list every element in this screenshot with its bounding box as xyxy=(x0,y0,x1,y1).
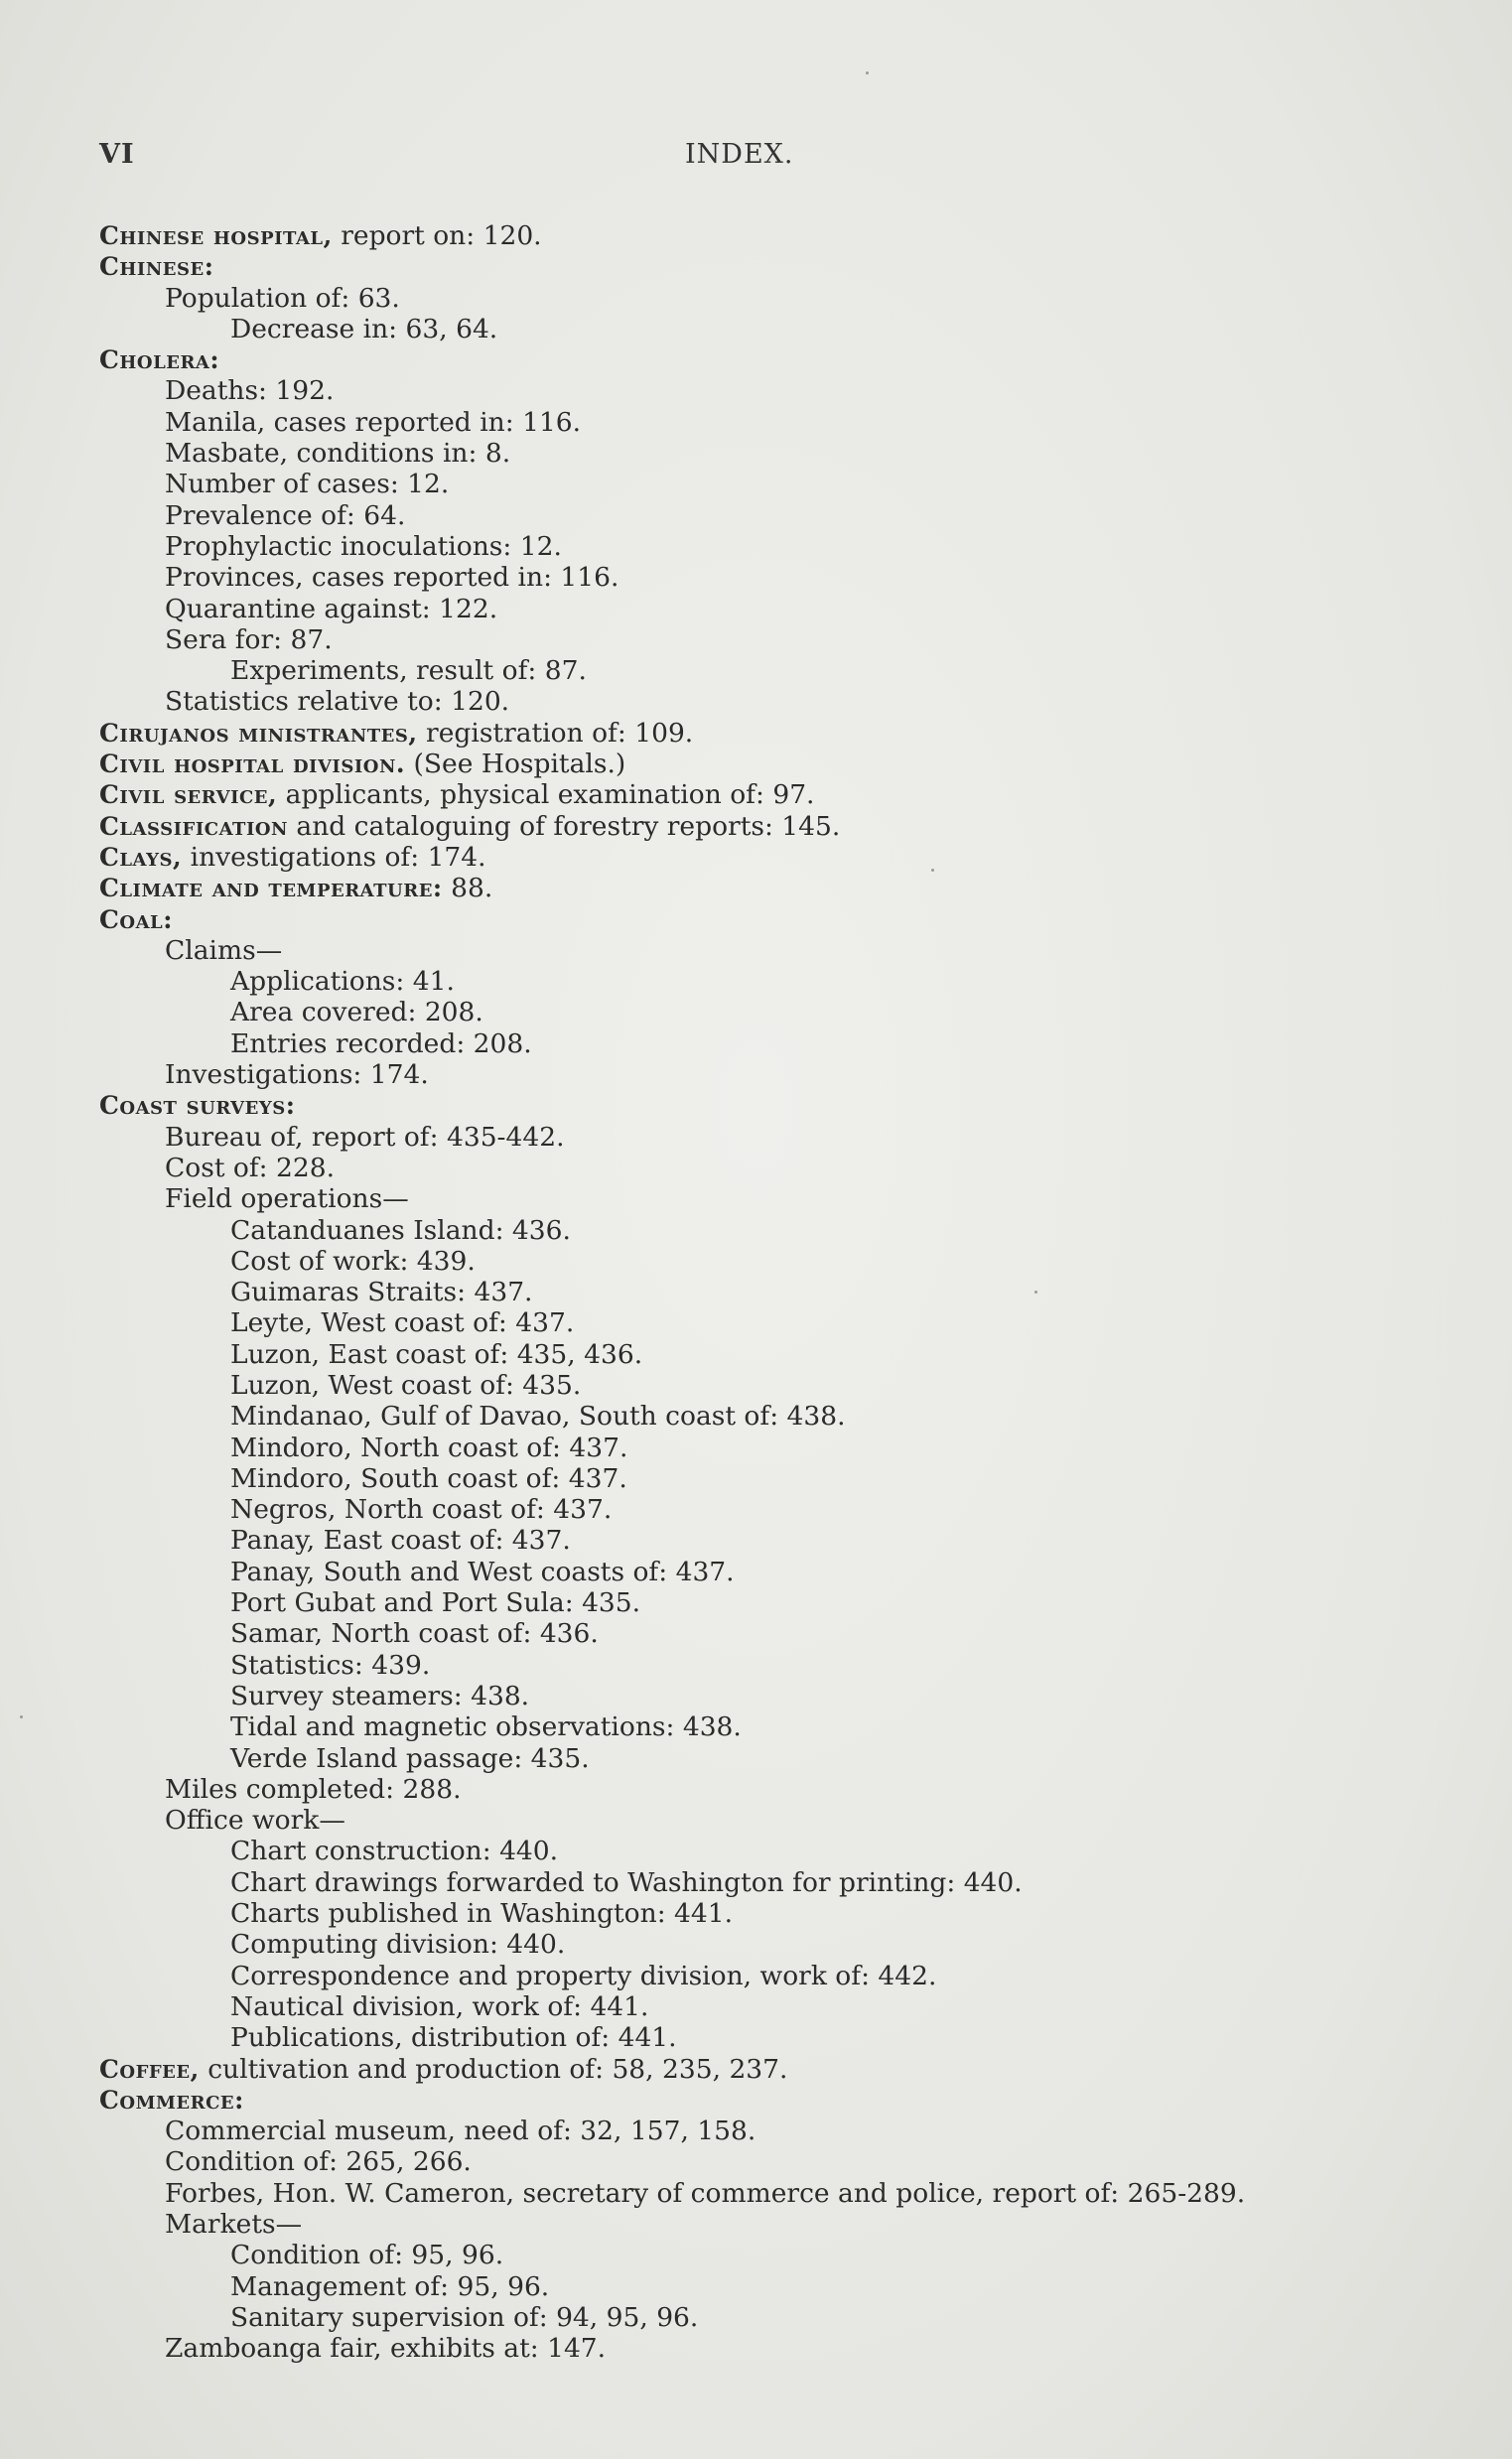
index-entry xyxy=(99,1898,1469,1929)
entry-text: Cost of: 228. xyxy=(165,1152,336,1183)
index-entry xyxy=(99,375,1469,406)
entry-text: Panay, East coast of: 437. xyxy=(230,1525,571,1557)
index-entry xyxy=(99,1401,1469,1432)
paper-speck xyxy=(931,869,934,872)
index-entry xyxy=(99,1743,1469,1774)
index-entry xyxy=(99,1681,1469,1711)
entry-text: Deaths: 192. xyxy=(165,375,335,407)
entry-heading: Coal: xyxy=(99,904,173,934)
page-header xyxy=(99,139,1390,179)
index-entry xyxy=(99,1929,1469,1960)
entry-text: Office work— xyxy=(165,1805,345,1837)
index-entry xyxy=(99,2302,1469,2333)
paper-speck xyxy=(1034,1291,1037,1294)
entry-text: Port Gubat and Port Sula: 435. xyxy=(230,1587,641,1619)
index-entry xyxy=(99,1805,1469,1836)
index-entry xyxy=(99,407,1469,438)
entry-text: Chart drawings forwarded to Washington for printing: 440. xyxy=(230,1866,1023,1898)
index-entry xyxy=(99,2085,1469,2116)
index-entry xyxy=(99,779,1469,810)
entry-text: Quarantine against: 122. xyxy=(165,593,498,624)
index-entry xyxy=(99,2022,1469,2053)
entry-text: Statistics: 439. xyxy=(230,1649,431,1681)
index-entry xyxy=(99,1711,1469,1742)
entry-heading: Classification xyxy=(99,811,288,841)
entry-text: Area covered: 208. xyxy=(230,997,483,1028)
entry-text: Samar, North coast of: 436. xyxy=(230,1618,599,1650)
index-entry xyxy=(99,966,1469,997)
entry-text: Mindanao, Gulf of Davao, South coast of: 438. xyxy=(230,1401,846,1433)
entry-text: Correspondence and property division, work of: 442. xyxy=(230,1960,937,1991)
entry-text: Leyte, West coast of: 437. xyxy=(230,1307,575,1339)
entry-heading: Civil hospital division. xyxy=(99,750,406,779)
index-entry xyxy=(99,1122,1469,1153)
index-entry xyxy=(99,251,1469,282)
entry-text: Applications: 41. xyxy=(230,966,455,998)
entry-text: Tidal and magnetic observations: 438. xyxy=(230,1711,742,1743)
entry-text: Computing division: 440. xyxy=(230,1929,566,1961)
entry-text: Entries recorded: 208. xyxy=(230,1027,532,1059)
entry-text: Luzon, West coast of: 435. xyxy=(230,1369,582,1401)
entry-heading: Climate and temperature: xyxy=(99,874,443,903)
index-entry xyxy=(99,2116,1469,2146)
entry-text: Management of: 95, 96. xyxy=(230,2270,550,2302)
index-entry xyxy=(99,314,1469,344)
index-entry xyxy=(99,811,1469,842)
index-entry xyxy=(99,1867,1469,1898)
entry-text: Bureau of, report of: 435-442. xyxy=(165,1121,565,1153)
entry-text: Verde Island passage: 435. xyxy=(230,1742,590,1774)
index-entry xyxy=(99,1774,1469,1805)
entry-text: Sera for: 87. xyxy=(165,623,333,655)
entry-text: Chart construction: 440. xyxy=(230,1836,559,1867)
entry-text: Catanduanes Island: 436. xyxy=(230,1214,571,1246)
entry-text: Number of cases: 12. xyxy=(165,469,450,500)
entry-heading: Coast surveys: xyxy=(99,1091,296,1121)
index-entry xyxy=(99,594,1469,624)
entry-text: 88. xyxy=(442,873,493,904)
entry-heading: Civil service, xyxy=(99,780,278,810)
index-entry xyxy=(99,842,1469,873)
page-title: INDEX. xyxy=(685,139,794,170)
index-entry xyxy=(99,2271,1469,2302)
index-entry xyxy=(99,1463,1469,1494)
entry-heading: Cholera: xyxy=(99,345,220,375)
index-entry xyxy=(99,2240,1469,2270)
entry-text: Negros, North coast of: 437. xyxy=(230,1494,613,1526)
entry-heading: Commerce: xyxy=(99,2085,244,2115)
entry-text: cultivation and production of: 58, 235, 237. xyxy=(199,2053,788,2085)
index-entry xyxy=(99,904,1469,935)
index-entry xyxy=(99,469,1469,499)
index-entry xyxy=(99,1370,1469,1401)
entry-text: Publications, distribution of: 441. xyxy=(230,2022,677,2054)
entry-text: Commercial museum, need of: 32, 157, 158. xyxy=(165,2116,756,2147)
entry-text: Masbate, conditions in: 8. xyxy=(165,438,511,470)
entry-heading: Chinese: xyxy=(99,252,214,282)
index-entry xyxy=(99,1433,1469,1463)
index-entry xyxy=(99,1339,1469,1370)
index-entry xyxy=(99,873,1469,903)
index-entry xyxy=(99,1059,1469,1090)
index-entry xyxy=(99,531,1469,562)
index-entry xyxy=(99,1650,1469,1681)
entry-text: Prevalence of: 64. xyxy=(165,499,406,531)
entry-text: Zamboanga fair, exhibits at: 147. xyxy=(165,2333,607,2365)
index-entry xyxy=(99,1991,1469,2022)
index-entry xyxy=(99,562,1469,593)
entry-text: Condition of: 95, 96. xyxy=(230,2240,504,2271)
index-entry xyxy=(99,1153,1469,1183)
entry-text: Provinces, cases reported in: 116. xyxy=(165,562,619,594)
index-entry xyxy=(99,2146,1469,2177)
index-entry xyxy=(99,1525,1469,1556)
entry-text: Experiments, result of: 87. xyxy=(230,655,587,687)
entry-text: Charts published in Washington: 441. xyxy=(230,1898,734,1930)
index-entry xyxy=(99,1307,1469,1338)
entry-heading: Coffee, xyxy=(99,2054,200,2084)
index-entry xyxy=(99,686,1469,717)
index-entry xyxy=(99,935,1469,966)
index-entry xyxy=(99,1090,1469,1121)
index-entry xyxy=(99,500,1469,531)
entry-text: Luzon, East coast of: 435, 436. xyxy=(230,1338,643,1370)
index-entry xyxy=(99,1277,1469,1307)
entry-text: Survey steamers: 438. xyxy=(230,1680,530,1711)
index-entry xyxy=(99,1215,1469,1246)
entry-text: Cost of work: 439. xyxy=(230,1245,476,1277)
entry-text: Miles completed: 288. xyxy=(165,1773,462,1805)
index-entry xyxy=(99,2178,1469,2209)
entry-text: Sanitary supervision of: 94, 95, 96. xyxy=(230,2301,699,2333)
entry-text: (See Hospitals.) xyxy=(405,749,626,780)
index-entry xyxy=(99,220,1469,251)
entry-text: Population of: 63. xyxy=(165,282,400,314)
entry-text: Field operations— xyxy=(165,1183,409,1215)
entry-heading: Chinese hospital, xyxy=(99,221,333,250)
index-entry xyxy=(99,1587,1469,1618)
index-entry xyxy=(99,718,1469,749)
entry-text: investigations of: 174. xyxy=(182,841,486,873)
entry-text: Forbes, Hon. W. Cameron, secretary of commerce and police, report of: 265-289. xyxy=(165,2177,1246,2209)
entry-heading: Cirujanos ministrantes, xyxy=(99,718,418,748)
entry-heading: Clays, xyxy=(99,842,183,872)
entry-text: Investigations: 174. xyxy=(165,1059,429,1091)
index-entry xyxy=(99,1618,1469,1649)
index-entry xyxy=(99,1836,1469,1866)
entry-text: Manila, cases reported in: 116. xyxy=(165,406,582,438)
entry-text: registration of: 109. xyxy=(417,717,694,749)
entry-text: Panay, South and West coasts of: 437. xyxy=(230,1556,735,1587)
index-entry xyxy=(99,283,1469,314)
entry-text: Nautical division, work of: 441. xyxy=(230,1990,649,2022)
index-entry xyxy=(99,1246,1469,1277)
index-entry xyxy=(99,438,1469,469)
index-entry xyxy=(99,624,1469,655)
index-entry xyxy=(99,2054,1469,2085)
entry-text: Markets— xyxy=(165,2209,303,2240)
entry-text: Guimaras Straits: 437. xyxy=(230,1277,533,1308)
entry-text: Decrease in: 63, 64. xyxy=(230,313,498,344)
index-entry xyxy=(99,1028,1469,1059)
index-entry xyxy=(99,344,1469,375)
entry-text: Mindoro, South coast of: 437. xyxy=(230,1462,627,1494)
index-entry xyxy=(99,2333,1469,2364)
index-entry xyxy=(99,997,1469,1027)
index-entry xyxy=(99,1494,1469,1525)
page-number: VI xyxy=(99,139,135,170)
entry-text: Claims— xyxy=(165,934,283,966)
paper-speck xyxy=(20,1715,23,1718)
entry-text: report on: 120. xyxy=(332,220,542,251)
entry-text: Condition of: 265, 266. xyxy=(165,2146,472,2178)
entry-text: Statistics relative to: 120. xyxy=(165,686,510,718)
paper-speck xyxy=(866,71,869,74)
index-entries xyxy=(99,220,1469,2364)
index-entry xyxy=(99,1961,1469,1991)
index-entry xyxy=(99,749,1469,779)
index-entry xyxy=(99,2209,1469,2240)
entry-text: Prophylactic inoculations: 12. xyxy=(165,530,562,562)
index-entry xyxy=(99,655,1469,686)
index-entry xyxy=(99,1183,1469,1214)
entry-text: and cataloguing of forestry reports: 145. xyxy=(288,810,841,842)
entry-text: Mindoro, North coast of: 437. xyxy=(230,1432,628,1463)
index-entry xyxy=(99,1557,1469,1587)
entry-text: applicants, physical examination of: 97. xyxy=(277,779,815,811)
